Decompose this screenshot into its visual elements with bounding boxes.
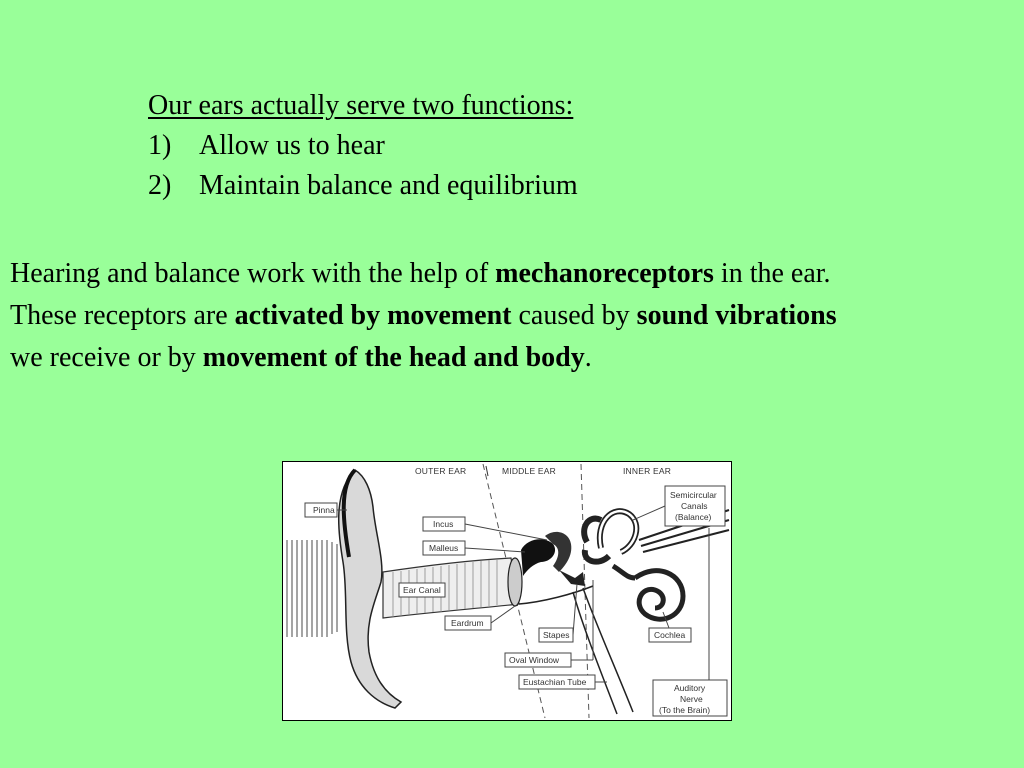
function-text: Allow us to hear [199, 130, 385, 161]
label-eustachian-tube [519, 675, 607, 689]
text-run: Hearing and balance work with the help of [10, 258, 496, 289]
sound-waves [287, 540, 337, 637]
cochlea-label: Cochlea [654, 630, 686, 640]
text-run: . [584, 342, 592, 373]
header-separator [486, 466, 488, 476]
semicircular-label-3: (Balance) [675, 512, 712, 522]
ear-canal-label: Ear Canal [403, 585, 441, 595]
cochlea-shape [635, 571, 683, 620]
ear-anatomy-diagram [282, 461, 732, 721]
eardrum-label: Eardrum [451, 618, 484, 628]
oval-window-label: Oval Window [509, 655, 560, 665]
bold-term: mechanoreceptors [495, 258, 714, 289]
label-stapes [539, 584, 577, 642]
semicircular-canals [584, 511, 636, 561]
semicircular-label-1: Semicircular [670, 490, 717, 500]
function-item-hear [148, 126, 578, 166]
paragraph-line-1 [10, 253, 1024, 295]
text-run: in the ear. [713, 258, 831, 289]
auditory-label-1: Auditory [674, 683, 706, 693]
stapes-shape [559, 570, 585, 586]
text-run: caused by [511, 300, 637, 331]
vestibule [613, 566, 635, 578]
section-outer-ear: OUTER EAR [415, 466, 467, 476]
label-malleus [423, 541, 525, 555]
auditory-label-3: (To the Brain) [659, 705, 711, 715]
section-middle-ear: MIDDLE EAR [502, 466, 556, 476]
eustachian-tube-line-2 [573, 592, 617, 714]
label-semicircular-canals [633, 486, 725, 526]
bold-term: sound vibrations [636, 300, 837, 331]
auditory-label-2: Nerve [680, 694, 703, 704]
label-incus [423, 517, 547, 540]
eardrum-shape [508, 558, 522, 606]
bold-term: movement of the head and body [202, 342, 585, 373]
function-text: Maintain balance and equilibrium [199, 170, 578, 201]
text-run: These receptors are [10, 300, 235, 331]
pinna-label: Pinna [313, 505, 335, 515]
function-number: 2) [148, 170, 172, 201]
functions-list [148, 86, 578, 206]
eustachian-tube-label: Eustachian Tube [523, 677, 587, 687]
text-run: we receive or by [10, 342, 203, 373]
function-item-balance [148, 166, 578, 206]
section-inner-ear: INNER EAR [623, 466, 672, 476]
label-ear-canal [399, 583, 445, 597]
function-number: 1) [148, 130, 172, 161]
paragraph-line-3 [10, 337, 1024, 379]
bold-term: activated by movement [234, 300, 512, 331]
cavity-floor [519, 586, 593, 604]
stapes-label: Stapes [543, 630, 570, 640]
ear-diagram-svg [283, 462, 731, 720]
malleus-label: Malleus [429, 543, 459, 553]
malleus-shape [521, 539, 555, 576]
functions-heading: Our ears actually serve two functions: [148, 90, 574, 121]
label-auditory-nerve [653, 528, 727, 716]
incus-label: Incus [433, 519, 454, 529]
mechanoreceptors-paragraph [10, 253, 1024, 379]
semicircular-label-2: Canals [681, 501, 708, 511]
eustachian-tube-line [583, 588, 633, 712]
paragraph-line-2 [10, 295, 1024, 337]
